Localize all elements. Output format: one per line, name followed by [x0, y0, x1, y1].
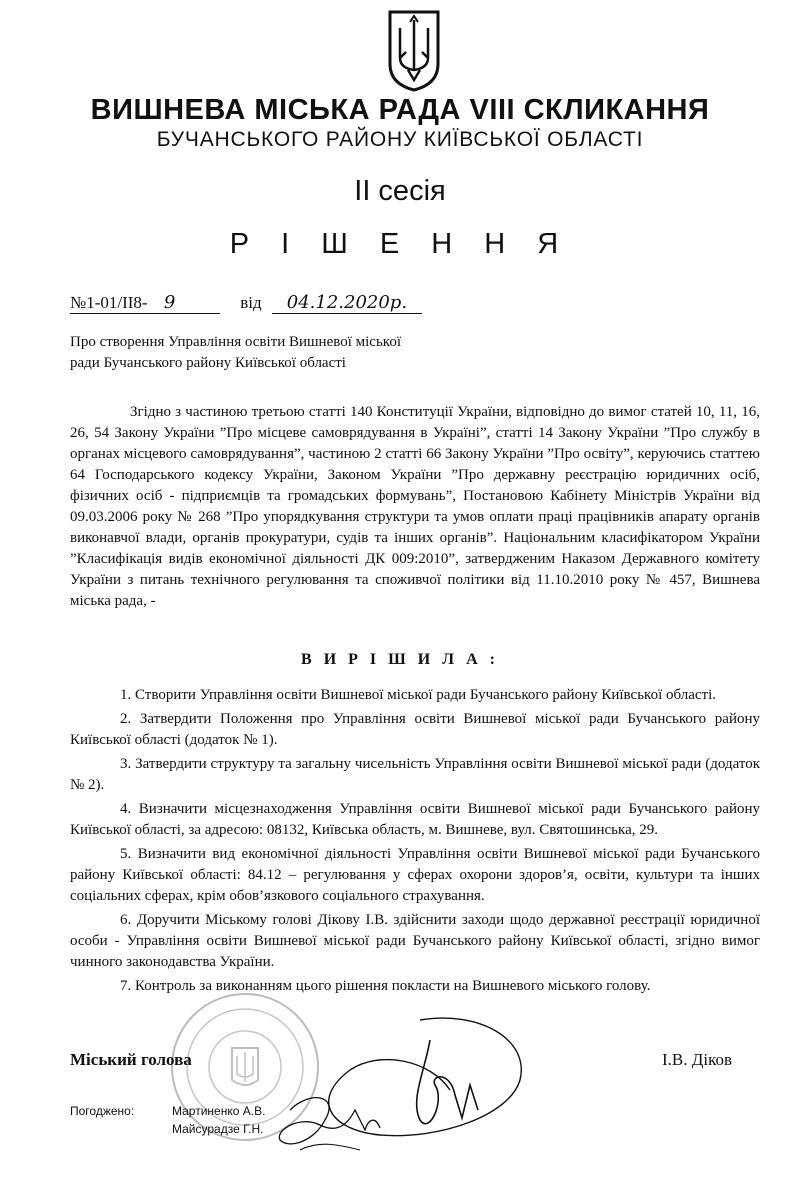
approvals-label: Погоджено:	[70, 1104, 135, 1118]
coat-of-arms-icon	[386, 8, 442, 92]
decision-number-prefix: №1-01/ІІ8-	[70, 293, 148, 312]
preamble-paragraph: Згідно з частиною третьою статті 140 Конституції України, відповідно до вимог статей 10, 11, 16, 26, 54 Закону України ”Про місцеве самоврядування в Україні”, статті 14 Закону України ”Про службу в органах місцевого самоврядування”, частиною 2 статті 66 Закону України ”Про освіту”, керуючись статтею 64 Господарського кодексу України, Законом України ”Про державну реєстрацію юридичних осіб, фізичних осіб - підприємців та громадських формувань”, Постановою Кабінету Міністрів України від 09.03.2006 року № 268 ”Про упорядкування структури та умов оплати праці працівників апарату органів виконавчої влади, органів прокуратури, судів та інших органів”. Національним класифікатором України ”Класифікація видів економічної діяльності ДК 009:2010”, затвердженим Наказом Державного комітету України з питань технічного регулювання та споживчої політики від 11.10.2010 року № 457, Вишнева міська рада, -	[70, 404, 760, 609]
signatory-position: Міський голова	[70, 1050, 192, 1069]
decision-item-3: 3. Затвердити структуру та загальну чисельність Управління освіти Вишневої міської ради (додаток № 2).	[70, 756, 760, 793]
decision-item-5: 5. Визначити вид економічної діяльності Управління освіти Вишневої міської ради Бучанського району Київської області: 84.12 – регулювання у сферах охорони здоров’я, освіти, культури та інших соціальних сферах, крім обов’язкового соціального страхування.	[70, 846, 760, 904]
council-name: ВИШНЕВА МІСЬКА РАДА VIII СКЛИКАННЯ	[90, 94, 710, 126]
date-prefix: від	[240, 293, 262, 312]
decision-number-line	[70, 292, 422, 314]
decision-number-handwritten: 9	[163, 292, 176, 313]
approver-name: Майсурадзе Г.Н.	[172, 1122, 264, 1136]
signatory-name: І.В. Діков	[662, 1050, 732, 1069]
approver-name: Мартиненко А.В.	[172, 1104, 266, 1118]
handwritten-signature	[230, 1000, 560, 1170]
district-name: БУЧАНСЬКОГО РАЙОНУ КИЇВСЬКОЇ ОБЛАСТІ	[156, 128, 644, 151]
decision-number-field	[70, 292, 220, 314]
decision-item-4: 4. Визначити місцезнаходження Управління освіти Вишневої міської ради Бучанського району Київської області, за адресою: 08132, Київська область, м. Вишневе, вул. Святошинська, 29.	[70, 801, 760, 838]
decision-subject: Про створення Управління освіти Вишневої міської ради Бучанського району Київської області	[70, 334, 401, 371]
decision-item-6: 6. Доручити Міському голові Дікову І.В. здійснити заходи щодо державної реєстрації юридичної особи - Управління освіти Вишневої міської ради Бучанського району Київської області, згідно вимог чинного законодавства України.	[70, 912, 760, 970]
decision-item-2: 2. Затвердити Положення про Управління освіти Вишневої міської ради Бучанського району Київської області (додаток № 1).	[70, 711, 760, 748]
decision-items	[70, 685, 760, 1000]
decided-heading: В И Р І Ш И Л А :	[301, 651, 499, 668]
decision-item-7: 7. Контроль за виконанням цього рішення покласти на Вишневого міського голову.	[120, 978, 651, 994]
session-label: ІІ сесія	[354, 175, 446, 207]
decision-date-handwritten: 04.12.2020р.	[272, 292, 422, 314]
decision-item-1: 1. Створити Управління освіти Вишневої міської ради Бучанського району Київської області.	[120, 687, 717, 703]
document-title: Р І Ш Е Н Н Я	[229, 228, 571, 260]
